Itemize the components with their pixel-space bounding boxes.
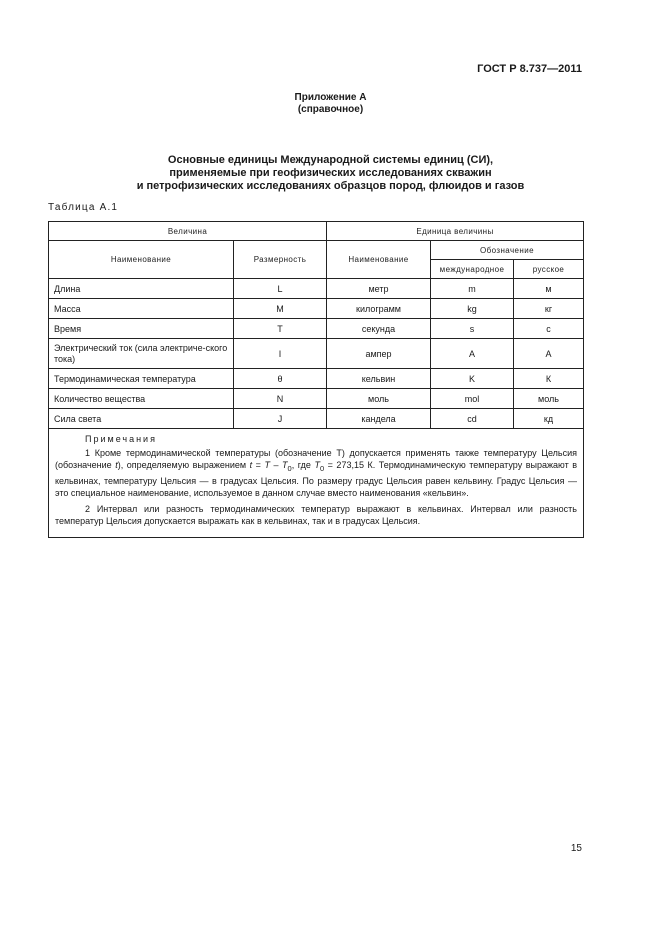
table-notes-row [49, 429, 584, 538]
main-title-line-2: применяемые при геофизических исследованиях скважин [169, 167, 492, 179]
note-1-part: – [269, 460, 283, 470]
cell-intl: cd [431, 409, 514, 429]
annex-title: Приложение А [294, 92, 367, 103]
table-row [49, 389, 584, 409]
note-1-subscript: 0 [319, 463, 325, 473]
table-header-row-1 [49, 222, 584, 241]
standard-code: ГОСТ Р 8.737—2011 [477, 63, 582, 75]
cell-dimension: N [234, 389, 327, 409]
table-row [49, 299, 584, 319]
header-russian: русское [514, 260, 584, 279]
cell-unit: ампер [327, 339, 431, 369]
note-1 [55, 447, 577, 499]
cell-unit: моль [327, 389, 431, 409]
cell-intl: s [431, 319, 514, 339]
cell-unit: секунда [327, 319, 431, 339]
note-1-symbol: t [115, 460, 118, 470]
cell-intl: kg [431, 299, 514, 319]
table-header-row-2 [49, 241, 584, 260]
cell-intl: A [431, 339, 514, 369]
cell-rus: кг [514, 299, 584, 319]
cell-intl: mol [431, 389, 514, 409]
cell-unit: кандела [327, 409, 431, 429]
table-row [49, 409, 584, 429]
cell-dimension: T [234, 319, 327, 339]
cell-unit: килограмм [327, 299, 431, 319]
cell-rus: А [514, 339, 584, 369]
header-unit: Единица величины [327, 222, 584, 241]
header-unit-name: Наименование [327, 241, 431, 279]
cell-quantity: Сила света [49, 409, 234, 429]
cell-unit: кельвин [327, 369, 431, 389]
cell-rus: м [514, 279, 584, 299]
cell-quantity: Количество вещества [49, 389, 234, 409]
header-name: Наименование [49, 241, 234, 279]
cell-rus: К [514, 369, 584, 389]
note-1-symbol: T [264, 460, 270, 470]
cell-intl: K [431, 369, 514, 389]
cell-rus: кд [514, 409, 584, 429]
note-1-part: ), определяемую выражением [117, 460, 250, 470]
cell-quantity: Электрический ток (сила электриче-ского тока) [49, 339, 234, 369]
cell-intl: m [431, 279, 514, 299]
table-row [49, 319, 584, 339]
page-number: 15 [570, 843, 582, 854]
notes-title: Примечания [85, 434, 157, 444]
note-1-symbol: T [314, 460, 320, 470]
header-quantity: Величина [49, 222, 327, 241]
table-row [49, 369, 584, 389]
units-table [48, 221, 584, 538]
note-1-part: 1 Кроме термодинамической температуры (обозначение Т) допускается применять также температуру Цельсия (обозначение [55, 448, 577, 470]
annex-subtitle: (справочное) [297, 104, 364, 115]
cell-dimension: I [234, 339, 327, 369]
cell-quantity: Длина [49, 279, 234, 299]
cell-rus: с [514, 319, 584, 339]
table-row [49, 339, 584, 369]
table-row [49, 279, 584, 299]
note-2: 2 Интервал или разность термодинамических температур выражают в кельвинах. Интервал или разность температур Цельсия допускается выражать как в кельвинах, так и в градусах Цельсия. [55, 503, 577, 526]
header-international: международное [431, 260, 514, 279]
cell-dimension: J [234, 409, 327, 429]
header-dimension: Размерность [234, 241, 327, 279]
note-1-symbol: T [282, 460, 288, 470]
note-1-part: , где [291, 460, 315, 470]
cell-dimension: L [234, 279, 327, 299]
note-1-part: = 273,15 К. Термодинамическую температуру выражают в кельвинах, температуру Цельсия — в градусах Цельсия. По размеру градус Цельсия равен кельвину. Градус Цельсия — это специальное наименование, используемое в данном случае вместо наименования «кельвин». [55, 460, 578, 498]
cell-unit: метр [327, 279, 431, 299]
main-title-line-1: Основные единицы Международной системы единиц (СИ), [167, 154, 494, 166]
note-1-subscript: 0 [287, 463, 292, 473]
cell-quantity: Время [49, 319, 234, 339]
table-caption: Таблица А.1 [48, 202, 119, 213]
note-1-part: = [252, 460, 265, 470]
cell-quantity: Масса [49, 299, 234, 319]
main-title-line-3: и петрофизических исследованиях образцов пород, флюидов и газов [136, 180, 525, 192]
header-symbol: Обозначение [431, 241, 584, 260]
note-1-symbol: t [249, 460, 253, 470]
cell-dimension: M [234, 299, 327, 319]
main-title [60, 154, 601, 193]
cell-quantity: Термодинамическая температура [49, 369, 234, 389]
cell-dimension: θ [234, 369, 327, 389]
table-notes [49, 429, 584, 538]
cell-rus: моль [514, 389, 584, 409]
